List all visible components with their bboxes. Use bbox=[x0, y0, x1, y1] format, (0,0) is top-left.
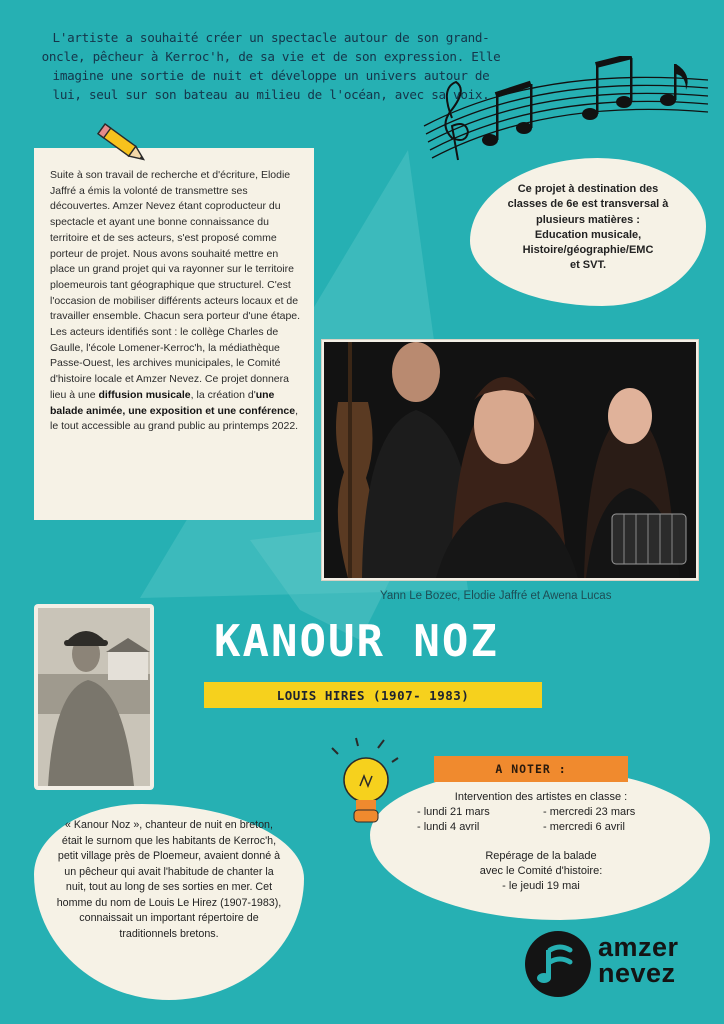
brand-wordmark bbox=[598, 934, 679, 986]
classes-line-2: classes de 6e est transversal à bbox=[507, 198, 669, 211]
brand-line-2: nevez bbox=[598, 958, 676, 988]
subtitle: LOUIS HIRES (1907- 1983) bbox=[276, 687, 470, 703]
reperage-date: - le jeudi 19 mai bbox=[502, 880, 580, 892]
artists-photo-illustration bbox=[324, 342, 696, 578]
date-3: - lundi 4 avril bbox=[417, 821, 480, 833]
subtitle-band bbox=[204, 682, 542, 708]
reperage-line-1: Repérage de la balade bbox=[485, 850, 597, 862]
date-4: - mercredi 6 avril bbox=[543, 821, 625, 833]
project-text-part-3: , le tout accessible au grand public au printemps 2022. bbox=[50, 404, 299, 433]
classes-line-5: Histoire/géographie/EMC bbox=[522, 244, 654, 257]
dates-row-1 bbox=[388, 805, 694, 820]
intro-text: L'artiste a souhaité créer un spectacle autour de son grand-oncle, pêcheur à Kerroc'h, de sa vie et de son expression. Elle imagine une sortie de nuit et développe un univers autour de lui, seul sur son bateau au milieu de l'océan, avec sa voix. bbox=[41, 30, 501, 102]
artists-photo bbox=[322, 340, 698, 580]
classes-line-3: plusieurs matières : bbox=[536, 213, 640, 226]
classes-line-4: Education musicale, bbox=[534, 228, 642, 241]
brand-line-1: amzer bbox=[598, 932, 679, 962]
date-1: - lundi 21 mars bbox=[417, 806, 490, 818]
pencil-icon bbox=[92, 118, 152, 172]
notes-badge bbox=[434, 756, 628, 782]
project-bold-diffusion: diffusion musicale bbox=[98, 388, 191, 401]
project-description-card bbox=[34, 148, 314, 520]
photo-caption: Yann Le Bozec, Elodie Jaffré et Awena Lucas bbox=[380, 590, 612, 602]
bio-text: « Kanour Noz », chanteur de nuit en breton, était le surnom que les habitants de Kerroc'h, petit village près de Ploemeur, avaient donné à un pêcheur qui avait l'habitude de chanter la nuit, tout au long de ses sorties en mer. Cet homme du nom de Louis Le Hirez (1907-1983), connaissait un important répertoire de traditionnels bretons. bbox=[56, 819, 282, 940]
project-bold-events: une balade animée, une exposition et une conférence bbox=[50, 388, 296, 417]
classes-line-6: et SVT. bbox=[569, 259, 607, 272]
notes-content bbox=[388, 790, 694, 894]
amzer-nevez-logo-icon bbox=[524, 930, 592, 998]
project-description bbox=[50, 168, 306, 435]
louis-hires-photo bbox=[34, 604, 154, 790]
notes-badge-label: A NOTER : bbox=[495, 762, 567, 776]
intervention-title: Intervention des artistes en classe : bbox=[454, 791, 628, 803]
date-2: - mercredi 23 mars bbox=[543, 806, 636, 818]
classes-line-1: Ce projet à destination des bbox=[517, 183, 659, 195]
dates-row-2 bbox=[388, 820, 694, 835]
reperage-line-2: avec le Comité d'histoire: bbox=[479, 865, 603, 877]
project-text-part-1: Suite à son travail de recherche et d'écriture, Elodie Jaffré a émis la volonté de transmettre ses découvertes. Amzer Nevez étant coproducteur du spectacle et ayant une bonne connaissance du territoire et de ses acteurs, s'est proposé comme porteur de projet. Nous avons souhaité mettre en place un grand projet qui va rayonner sur le territoire ploemeurois tant géographique que structurel. C'est l'occasion de mobiliser différents acteurs locaux et de travailler ensemble. Chacun sera porteur d'une étape. Les acteurs identifiés sont : le collège Charles de Gaulle, l'école Lomener-Kerroc'h, la médiathèque Passe-Ouest, les archives municipales, le Comité d'histoire locale et Amzer Nevez. Ce projet donnera lieu à une bbox=[50, 169, 301, 401]
project-text-part-2: , la création d' bbox=[190, 388, 256, 401]
page-title: KANOUR NOZ bbox=[214, 616, 499, 667]
classes-info bbox=[476, 182, 700, 274]
louis-hires-photo-illustration bbox=[34, 604, 154, 790]
